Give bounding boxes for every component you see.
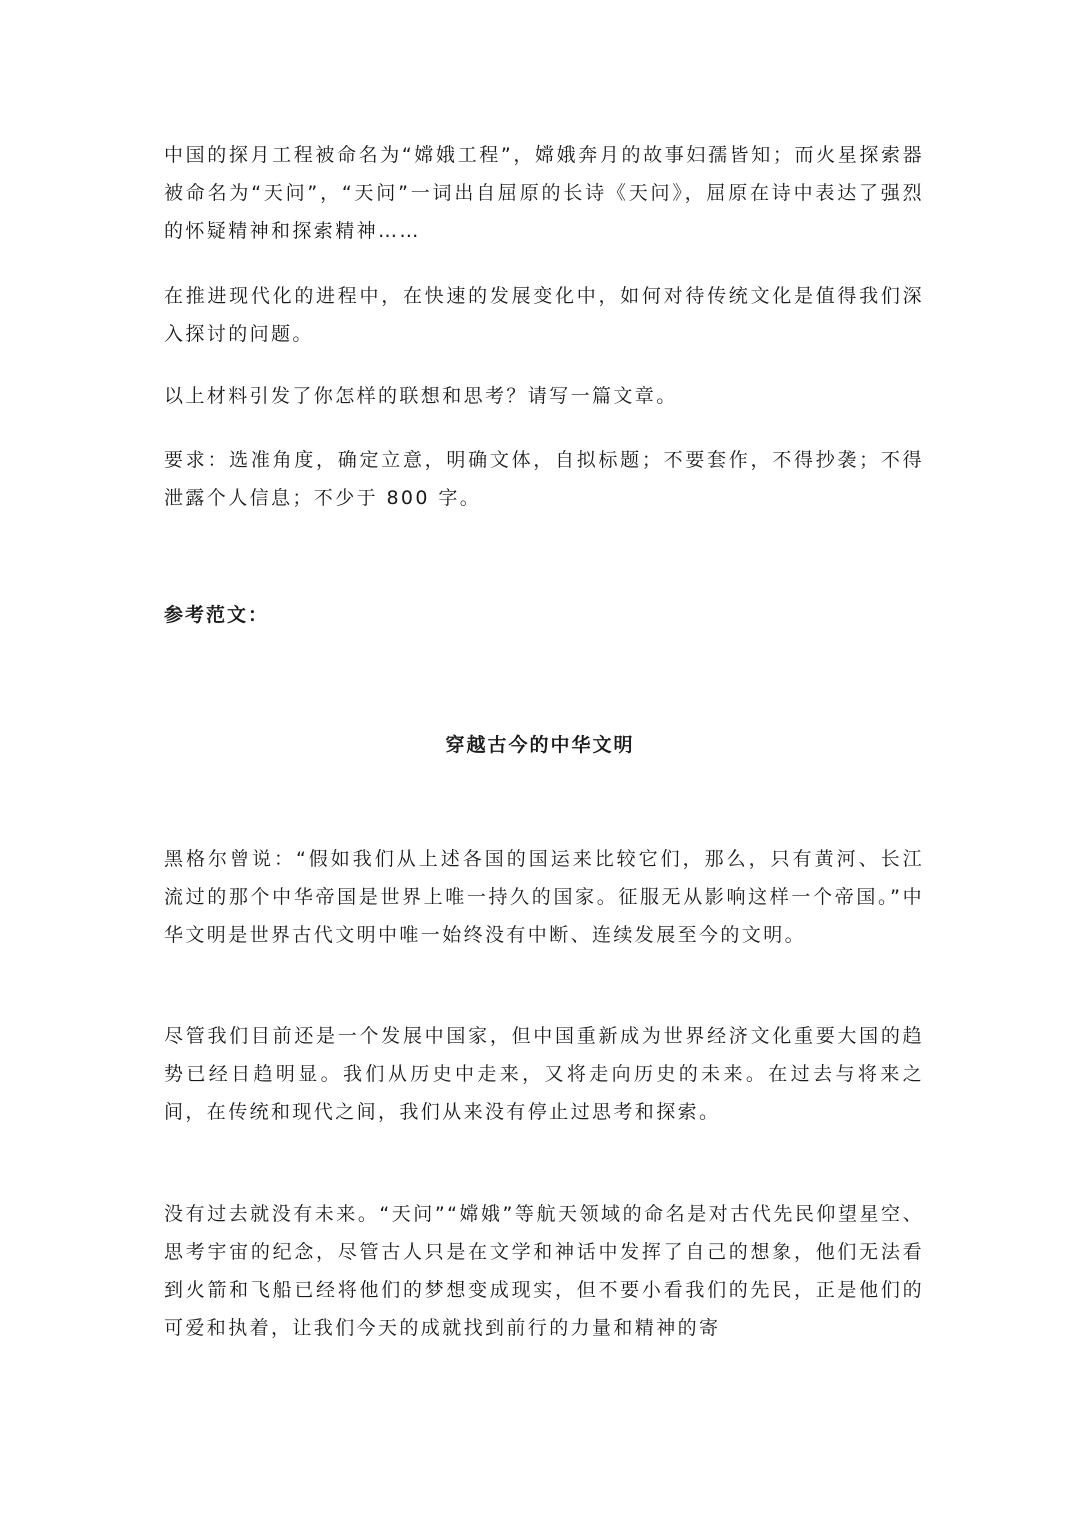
material-paragraph-2 [164,277,924,353]
essay-paragraph-1 [164,840,924,954]
requirements-paragraph [164,441,924,517]
reference-heading-block [164,600,924,627]
essay-paragraph-3 [164,1195,924,1347]
material-paragraph-3 [164,377,924,415]
material-paragraph-1 [164,136,924,250]
essay-title: 穿越古今的中华文明 [445,734,635,756]
essay-text-2: 尽管我们目前还是一个发展中国家，但中国重新成为世界经济文化重要大国的趋势已经日趋明显。我们从历史中走来，又将走向历史的未来。在过去与将来之间，在传统和现代之间，我们从来没有停止过思考和探索。 [164,1025,924,1123]
material-text-2: 在推进现代化的进程中，在快速的发展变化中，如何对待传统文化是值得我们深入探讨的问题。 [164,285,924,345]
essay-text-3: 没有过去就没有未来。“天问”“嫦娥”等航天领域的命名是对古代先民仰望星空、思考宇宙的纪念，尽管古人只是在文学和神话中发挥了自己的想象，他们无法看到火箭和飞船已经将他们的梦想变成现实，但不要小看我们的先民，正是他们的可爱和执着，让我们今天的成就找到前行的力量和精神的寄 [164,1203,924,1339]
reference-heading: 参考范文： [164,604,270,626]
essay-paragraph-2 [164,1017,924,1131]
essay-text-1: 黑格尔曾说：“假如我们从上述各国的国运来比较它们，那么，只有黄河、长江流过的那个中华帝国是世界上唯一持久的国家。征服无从影响这样一个帝国。”中华文明是世界古代文明中唯一始终没有中断、连续发展至今的文明。 [164,848,924,946]
material-text-3: 以上材料引发了你怎样的联想和思考？请写一篇文章。 [164,385,678,407]
material-text-1: 中国的探月工程被命名为“嫦娥工程”，嫦娥奔月的故事妇孺皆知；而火星探索器被命名为“天问”，“天问”一词出自屈原的长诗《天问》，屈原在诗中表达了强烈的怀疑精神和探索精神…… [164,144,924,242]
requirements-text: 要求：选准角度，确定立意，明确文体，自拟标题；不要套作，不得抄袭；不得泄露个人信息；不少于 800 字。 [164,449,924,509]
